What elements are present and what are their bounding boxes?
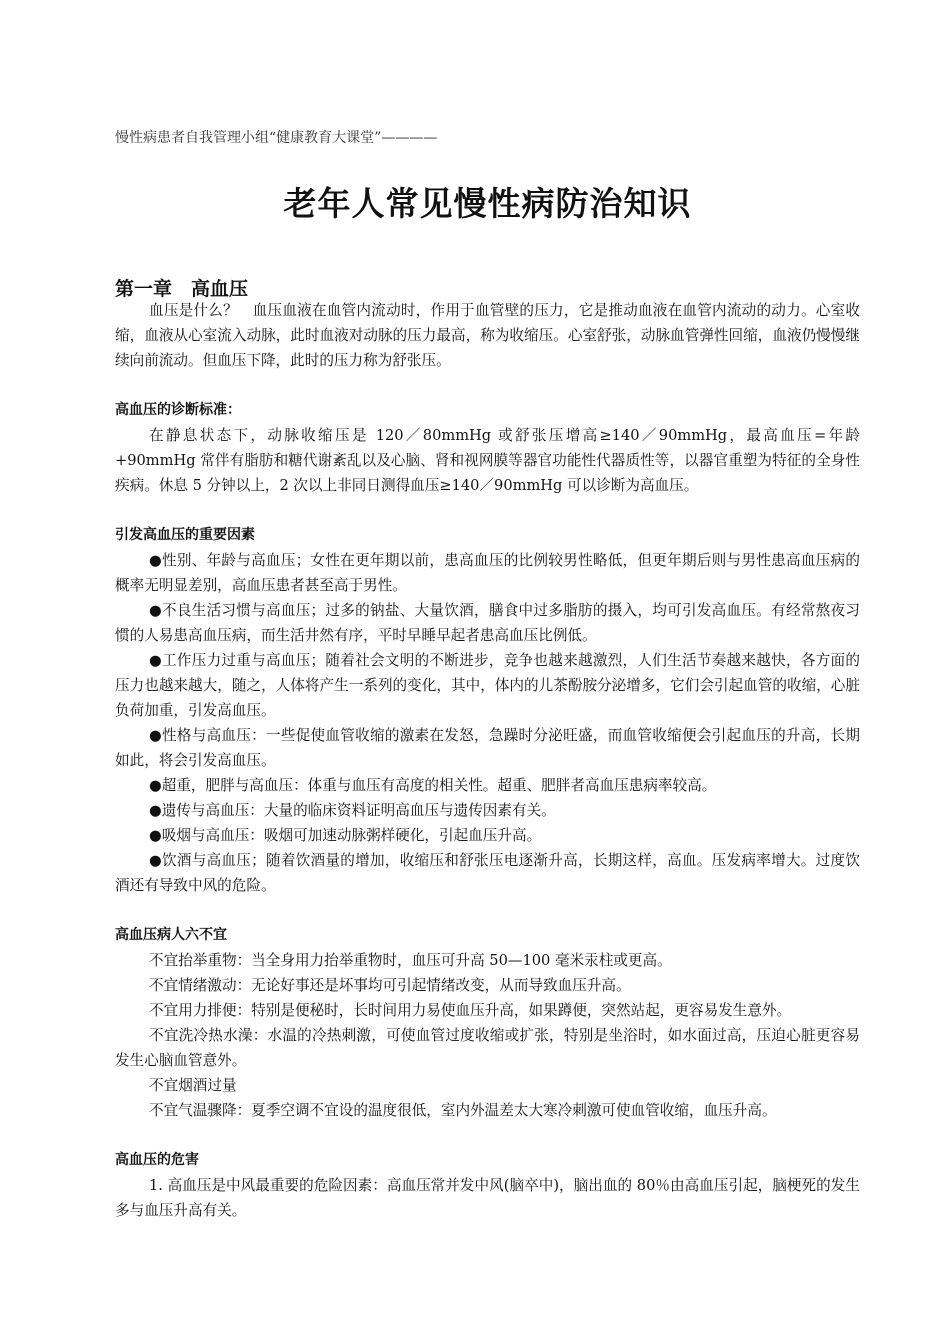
document-header: 慢性病患者自我管理小组“健康教育大课堂”———— [115,130,438,146]
factor-item: ●吸烟与高血压：吸烟可加速动脉粥样硬化，引起血压升高。 [149,827,542,844]
section-heading-harm: 高血压的危害 [115,1152,199,1168]
dont-item: 不宜气温骤降：夏季空调不宜设的温度很低，室内外温差太大寒冷刺激可使血管收缩，血压升高。 [149,1102,777,1119]
factor-item: ●不良生活习惯与高血压；过多的钠盐、大量饮酒，膳食中过多脂肪的摄入，均可引发高血压。有经常熬夜习惯的人易患高血压病，而生活井然有序，平时早睡早起者患高血压比例低。 [115,602,860,644]
dont-item: 不宜情绪激动：无论好事还是坏事均可引起情绪改变，从而导致血压升高。 [149,977,631,994]
factor-item: ●超重，肥胖与高血压：体重与血压有高度的相关性。超重、肥胖者高血压患病率较高。 [149,777,717,794]
factor-item: ●饮酒与高血压；随着饮酒量的增加，收缩压和舒张压电逐渐升高，长期这样，高血。压发病率增大。过度饮酒还有导致中风的危险。 [115,852,860,894]
chapter-heading: 第一章 高血压 [115,278,249,300]
section-heading-six-donts: 高血压病人六不宜 [115,927,227,943]
diagnosis-paragraph: 在静息状态下，动脉收缩压是 120／80mmHg 或舒张压增高≥140／90mmHg，最高血压=年龄+90mmHg 常伴有脂肪和糖代谢紊乱以及心脑、肾和视网膜等器官功能性代器质性等，以器官重塑为特征的全身性疾病。休息 5 分钟以上，2 次以上非同日测得血压≥140／90mmHg 可以诊断为高血压。 [115,427,860,494]
dont-item: 不宜洗冷热水澡：水温的冷热刺激，可使血管过度收缩或扩张，特别是坐浴时，如水面过高，压迫心脏更容易发生心脑血管意外。 [115,1027,860,1069]
section-heading-diagnosis: 高血压的诊断标准： [115,402,241,418]
harm-item: 1. 高血压是中风最重要的危险因素：高血压常并发中风(脑卒中)，脑出血的 80％由高血压引起，脑梗死的发生多与血压升高有关。 [115,1177,860,1219]
factor-item: ●性别、年龄与高血压；女性在更年期以前，患高血压的比例较男性略低，但更年期后则与男性患高血压病的概率无明显差别，高血压患者甚至高于男性。 [115,552,860,594]
factor-item: ●性格与高血压：一些促使血管收缩的激素在发怒，急躁时分泌旺盛，而血管收缩便会引起血压的升高，长期如此，将会引发高血压。 [115,727,860,769]
intro-paragraph: 血压是什么？ 血压血液在血管内流动时，作用于血管壁的压力，它是推动血液在血管内流动的动力。心室收缩，血液从心室流入动脉，此时血液对动脉的压力最高，称为收缩压。心室舒张，动脉血管弹性回缩，血液仍慢慢继续向前流动。但血压下降，此时的压力称为舒张压。 [115,302,860,369]
document-body [115,298,860,1223]
dont-item: 不宜用力排便：特别是便秘时，长时间用力易使血压升高，如果蹲便，突然站起，更容易发生意外。 [149,1002,792,1019]
dont-item: 不宜抬举重物：当全身用力抬举重物时，血压可升高 50—100 毫米汞柱或更高。 [149,952,672,969]
page-title: 老年人常见慢性病防治知识 [283,184,692,223]
dont-item: 不宜烟酒过量 [149,1077,237,1094]
factor-item: ●工作压力过重与高血压；随着社会文明的不断进步，竞争也越来越激烈，人们生活节奏越来越快，各方面的压力也越来越大，随之，人体将产生一系列的变化，其中，体内的儿茶酚胺分泌增多，它们会引起血管的收缩，心脏负荷加重，引发高血压。 [115,652,860,719]
factor-item: ●遗传与高血压：大量的临床资料证明高血压与遗传因素有关。 [149,802,556,819]
section-heading-factors: 引发高血压的重要因素 [115,527,255,543]
